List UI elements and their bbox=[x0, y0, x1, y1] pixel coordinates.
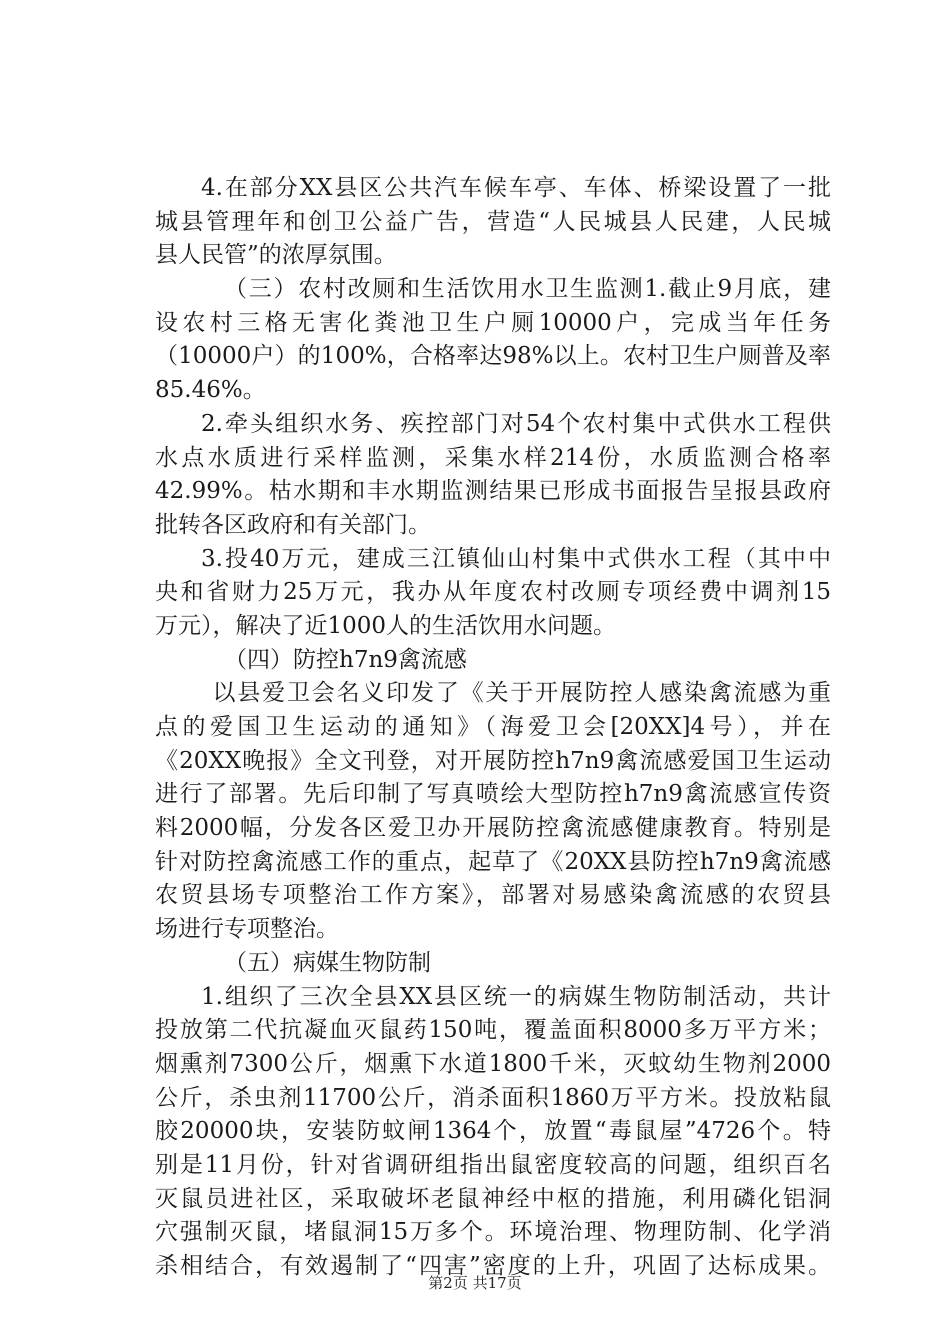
text-line: 4.在部分XX县区公共汽车候车亭、车体、桥梁设置了一批 bbox=[201, 175, 831, 201]
text-line: 针对防控禽流感工作的重点，起草了《20XX县防控h7n9禽流感 bbox=[155, 848, 831, 875]
text-line: 《20XX晚报》全文刊登，对开展防控h7n9禽流感爱国卫生运动 bbox=[155, 747, 831, 774]
text-line: 1.组织了三次全县XX县区统一的病媒生物防制活动，共计 bbox=[201, 983, 831, 1010]
text-line: 料2000幅，分发各区爱卫办开展防控禽流感健康教育。特别是 bbox=[155, 815, 831, 842]
text-line: （三）农村改厕和生活饮用水卫生监测1.截止9月底，建 bbox=[224, 276, 831, 303]
page-footer: 第2页 共17页 bbox=[428, 1274, 522, 1292]
text-line: 2.牵头组织水务、疾控部门对54个农村集中式供水工程供 bbox=[201, 410, 831, 437]
document-body bbox=[155, 172, 831, 1284]
text-line: 批转各区政府和有关部门。 bbox=[155, 511, 431, 538]
text-line: 农贸县场专项整治工作方案》，部署对易感染禽流感的农贸县 bbox=[155, 882, 831, 909]
text-line: 设农村三格无害化粪池卫生户厕10000户，完成当年任务 bbox=[155, 309, 831, 336]
text-line: 投放第二代抗凝血灭鼠药150吨，覆盖面积8000多万平方米； bbox=[155, 1017, 831, 1044]
text-line: （五）病媒生物防制 bbox=[224, 949, 431, 976]
text-line: 水点水质进行采样监测，采集水样214份，水质监测合格率 bbox=[155, 444, 831, 471]
text-line: 进行了部署。先后印制了写真喷绘大型防控h7n9禽流感宣传资 bbox=[155, 781, 831, 808]
text-line: 穴强制灭鼠，堵鼠洞15万多个。环境治理、物理防制、化学消 bbox=[155, 1219, 831, 1246]
text-line: 公斤，杀虫剂11700公斤，消杀面积1860万平方米。投放粘鼠 bbox=[155, 1084, 831, 1111]
text-line: 烟熏剂7300公斤，烟熏下水道1800千米，灭蚊幼生物剂2000 bbox=[155, 1050, 831, 1077]
text-line: 3.投40万元，建成三江镇仙山村集中式供水工程（其中中 bbox=[201, 545, 831, 572]
text-line: （10000户）的100%，合格率达98%以上。农村卫生户厕普及率 bbox=[155, 343, 831, 370]
text-line: 灭鼠员进社区，采取破坏老鼠神经中枢的措施，利用磷化铝洞 bbox=[155, 1185, 831, 1212]
text-line: 别是11月份，针对省调研组指出鼠密度较高的问题，组织百名 bbox=[155, 1151, 831, 1178]
text-line: 胶20000块，安装防蚊闸1364个，放置“毒鼠屋”4726个。特 bbox=[155, 1118, 831, 1145]
text-line: 万元），解决了近1000人的生活饮用水问题。 bbox=[155, 612, 617, 639]
text-line: 以县爱卫会名义印发了《关于开展防控人感染禽流感为重 bbox=[212, 680, 831, 707]
text-line: 42.99%。枯水期和丰水期监测结果已形成书面报告呈报县政府 bbox=[155, 478, 831, 505]
text-line: 场进行专项整治。 bbox=[155, 916, 339, 943]
text-line: 点的爱国卫生运动的通知》（海爱卫会[20XX]4号），并在 bbox=[155, 714, 831, 740]
text-line: 县人民管”的浓厚氛围。 bbox=[155, 242, 397, 269]
text-line: （四）防控h7n9禽流感 bbox=[224, 646, 467, 673]
text-line: 杀相结合，有效遏制了“四害”密度的上升，巩固了达标成果。 bbox=[155, 1253, 831, 1279]
text-line: 城县管理年和创卫公益广告，营造“人民城县人民建，人民城 bbox=[155, 208, 831, 235]
text-line: 央和省财力25万元，我办从年度农村改厕专项经费中调剂15 bbox=[155, 579, 831, 606]
text-line: 85.46%。 bbox=[155, 377, 266, 404]
